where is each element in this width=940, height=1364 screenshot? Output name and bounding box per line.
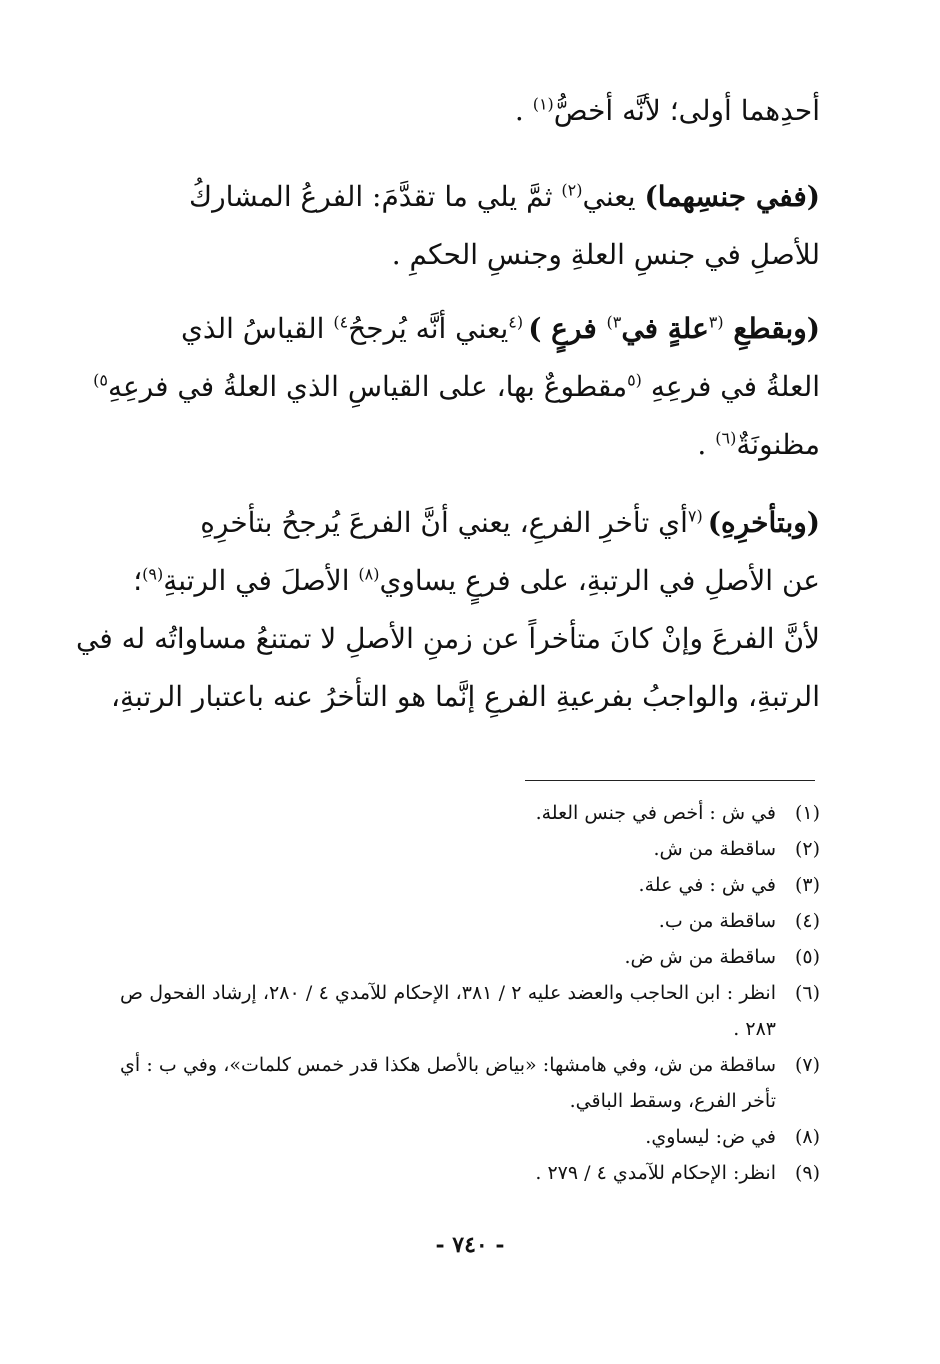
page-number: - ٧٤٠ - — [435, 1232, 505, 1258]
matn-text: علةٍ في — [621, 312, 709, 345]
footnote-text: ساقطة من ش. — [653, 838, 776, 860]
footnote-number: (٣) — [794, 874, 820, 896]
footnote-ref-4-open[interactable]: (٤ — [508, 312, 529, 332]
footnote-ref-3-open[interactable]: (٣ — [708, 312, 724, 332]
matn-text: (وبتأخرِهِ) — [707, 506, 820, 539]
matn-text: (وبقطعِ — [723, 312, 820, 345]
paragraph-4-line-4: الرتبةِ، والواجبُ بفرعيةِ الفرعِ إنَّما هو التأخرُ عنه باعتبار الرتبةِ، — [110, 680, 820, 713]
footnote-number: (٢) — [794, 838, 820, 860]
footnote-ref-5-close[interactable]: ٥) — [93, 370, 108, 390]
text: يعني — [582, 180, 645, 213]
footnote-number: (١) — [794, 802, 820, 824]
text: يعني أنَّه يُرجحُ — [348, 312, 509, 345]
footnote-number: (٧) — [794, 1054, 820, 1076]
footnote-text: ساقطة من ب. — [658, 910, 776, 932]
footnote-7 — [120, 1047, 820, 1119]
footnote-6 — [120, 975, 820, 1047]
footnote-text: في ش : أخص في جنس العلة. — [535, 802, 776, 824]
text: عن الأصلِ في الرتبةِ، على فرعٍ يساوي — [379, 564, 820, 597]
footnote-ref-3-close[interactable]: ٣) — [606, 312, 622, 332]
text: ؛ — [133, 564, 143, 597]
paragraph-4-line-2 — [120, 552, 820, 610]
footnote-5 — [120, 939, 820, 975]
paragraph-3 — [93, 300, 820, 474]
footnote-4 — [120, 903, 820, 939]
text: مقطوعٌ بها، على القياسِ الذي العلةُ في فرعِهِ — [107, 370, 628, 403]
text: أي تأخرِ الفرعِ، يعني أنَّ الفرعَ يُرجحُ بتأخرِهِ — [200, 506, 688, 539]
footnote-3 — [120, 867, 820, 903]
footnote-text: ساقطة من ش ض. — [624, 946, 776, 968]
footnote-ref-9[interactable]: (٩) — [142, 564, 164, 584]
paragraph-4 — [76, 494, 820, 726]
footnote-ref-2[interactable]: (٢) — [561, 180, 583, 200]
paragraph-3-line-3 — [120, 416, 820, 474]
footnote-ref-8[interactable]: (٨) — [358, 564, 380, 584]
paragraph-3-line-2 — [93, 358, 820, 416]
footnote-ref-4-close[interactable]: ٤) — [333, 312, 349, 332]
footnote-text: انظر : ابن الحاجب والعضد عليه ٢ / ٣٨١، الإحكام للآمدي ٤ / ٢٨٠، إرشاد الفحول ص ٢٨٣ . — [120, 982, 776, 1040]
footnote-number: (٦) — [794, 982, 820, 1004]
footnote-ref-6[interactable]: (٦) — [715, 428, 737, 448]
paragraph-1 — [120, 82, 820, 140]
footnote-ref-7-open[interactable]: (٧ — [687, 506, 708, 526]
matn-text: فرعٍ ) — [528, 312, 607, 345]
footnote-text: ساقطة من ش، وفي هامشها: «بياض بالأصل هكذا قدر خمس كلمات»، وفي ب : أي تأخر الفرع، وسقط الباقي. — [120, 1054, 776, 1112]
paragraph-3-line-1 — [120, 300, 820, 358]
text: أحدِهما أولى؛ لأنَّه أخصُّ — [553, 94, 820, 127]
footnote-ref-5-open[interactable]: (٥ — [627, 370, 642, 390]
text: القياسُ الذي — [180, 312, 334, 345]
footnote-text: في ش : في علة. — [638, 874, 776, 896]
text: مظنونَةٌ — [736, 428, 820, 461]
footnote-text: انظر: الإحكام للآمدي ٤ / ٢٧٩ . — [535, 1162, 776, 1184]
footnote-9 — [120, 1155, 820, 1191]
text: ثمَّ يلي ما تقدَّمَ: الفرعُ المشاركُ — [188, 180, 562, 213]
paragraph-2-line-1 — [120, 168, 820, 226]
footnote-ref-1[interactable]: (١) — [532, 94, 554, 114]
matn-text: (ففي جنسِهما) — [644, 180, 820, 213]
footnote-text: في ض: ليساوي. — [645, 1126, 776, 1148]
footnote-2 — [120, 831, 820, 867]
paragraph-4-line-1 — [120, 494, 820, 552]
paragraph-2 — [120, 168, 820, 284]
paragraph-4-line-3: لأنَّ الفرعَ وإنْ كانَ متأخراً عن زمنِ الأصلِ لا تمتنعُ مساواتُه له في — [76, 622, 820, 655]
footnotes — [120, 795, 820, 1191]
text: الأصلَ في الرتبةِ — [163, 564, 359, 597]
footnote-number: (٨) — [794, 1126, 820, 1148]
footnote-number: (٤) — [794, 910, 820, 932]
footnote-number: (٩) — [794, 1162, 820, 1184]
footnote-separator — [525, 780, 815, 781]
paragraph-2-line-2: للأصلِ في جنسِ العلةِ وجنسِ الحكمِ . — [391, 238, 820, 271]
paragraph-1-line-1 — [120, 82, 820, 140]
text: . — [514, 94, 533, 127]
footnote-8 — [120, 1119, 820, 1155]
text: العلةُ في فرعِهِ — [641, 370, 820, 403]
text: . — [697, 428, 716, 461]
footnote-number: (٥) — [794, 946, 820, 968]
footnote-1 — [120, 795, 820, 831]
